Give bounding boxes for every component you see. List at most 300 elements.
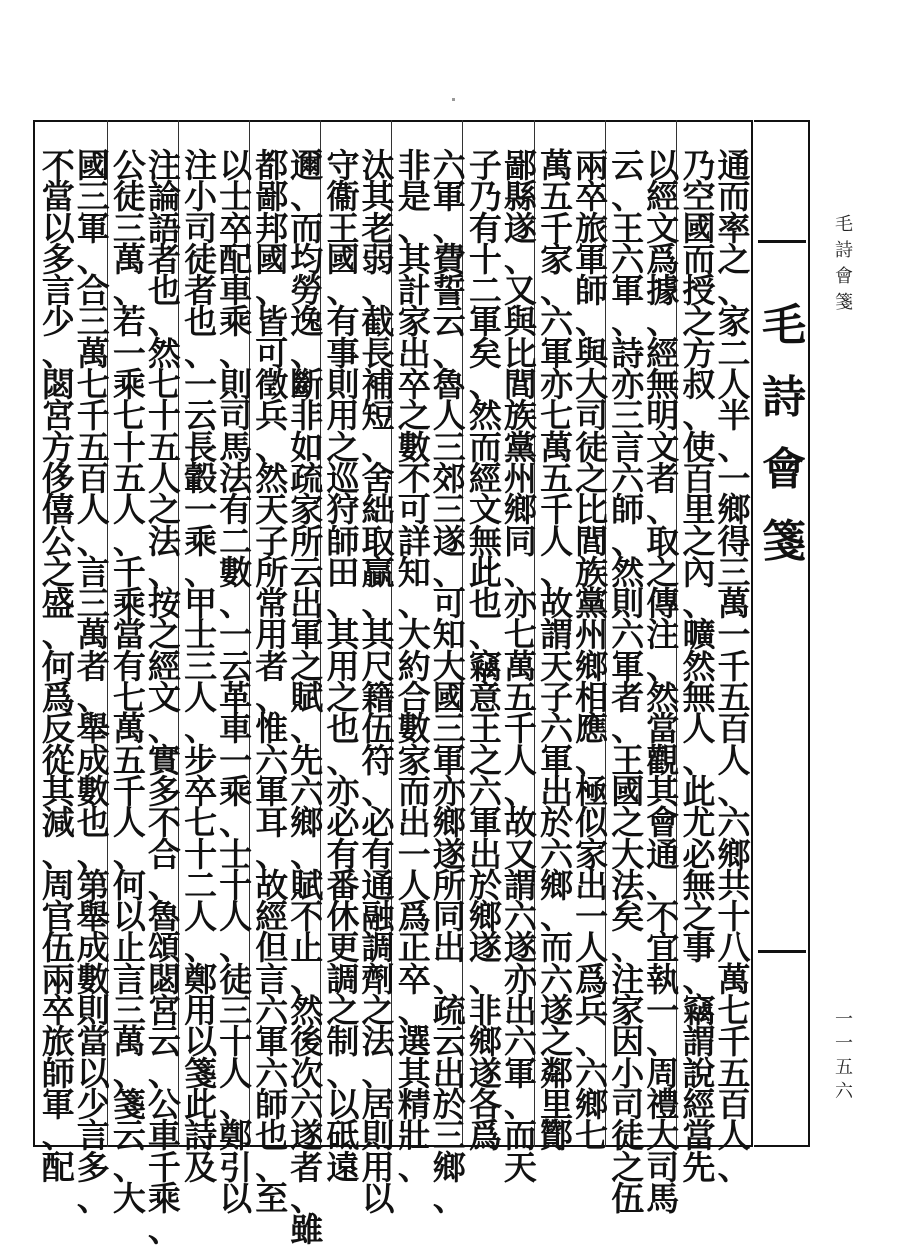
text-char: 、 [468, 365, 502, 405]
text-char: 以 [646, 146, 680, 185]
text-char: 疏 [290, 458, 324, 498]
text-char: 人 [184, 897, 218, 937]
text-char: 百 [717, 1084, 751, 1124]
text-char: 魯 [432, 365, 466, 405]
text-char: 何 [41, 646, 75, 686]
text-char: 軍 [503, 1053, 537, 1093]
text-char: 謂 [540, 615, 574, 655]
text-char: 方 [682, 333, 716, 373]
text-char: 軍 [290, 615, 324, 655]
text-char: 箋 [112, 1084, 146, 1124]
text-char: 云 [112, 1116, 146, 1156]
text-char: 士 [219, 834, 253, 874]
text-char: 軍 [41, 1084, 75, 1124]
text-char: 語 [147, 208, 181, 248]
text-char: 出 [503, 991, 537, 1031]
text-char: 雖 [290, 1210, 324, 1249]
page-number [832, 1008, 856, 1104]
text-char: 而 [397, 771, 431, 811]
text-char: 二 [184, 865, 218, 905]
text-char: 此 [184, 1084, 218, 1124]
text-char: 步 [184, 740, 218, 780]
text-char: 計 [397, 271, 431, 311]
text-char: 、 [682, 396, 716, 436]
text-char: 經 [646, 333, 680, 373]
text-char: 次 [290, 1053, 324, 1093]
text-char: 七 [112, 396, 146, 436]
text-char: 弱 [361, 239, 395, 279]
text-char: 頌 [147, 928, 181, 968]
text-column [432, 146, 466, 1218]
text-char: 萬 [112, 239, 146, 279]
text-char: 、 [147, 865, 181, 905]
text-char: 有 [219, 490, 253, 530]
text-char: 五 [503, 678, 537, 718]
text-char: 遠 [326, 1147, 360, 1187]
text-char: 、 [361, 271, 395, 311]
text-char: 司 [575, 396, 609, 436]
text-char: 州 [503, 458, 537, 498]
text-char: 箋 [184, 1053, 218, 1093]
text-char: 而 [682, 239, 716, 279]
text-char: 子 [468, 146, 502, 185]
text-char: 大 [611, 834, 645, 874]
text-char: 者 [76, 646, 110, 686]
text-char: 亦 [611, 365, 645, 405]
text-char: 人 [397, 865, 431, 905]
text-char: 竊 [682, 991, 716, 1031]
text-char: 七 [717, 991, 751, 1031]
text-char: 乃 [682, 146, 716, 185]
scan-speck [452, 98, 455, 101]
text-char: 萬 [76, 333, 110, 373]
text-char: 師 [255, 1084, 289, 1124]
text-char: 、 [682, 740, 716, 780]
text-char: 伍 [611, 1178, 645, 1218]
text-char: 遂 [503, 928, 537, 968]
text-char: 伍 [361, 709, 395, 749]
text-char: 亦 [503, 959, 537, 999]
text-column [540, 146, 574, 1156]
text-char: 出 [290, 584, 324, 624]
text-char: 子 [255, 521, 289, 561]
text-char: 卒 [397, 365, 431, 405]
text-char: 云 [184, 396, 218, 436]
text-char: 費 [432, 239, 466, 279]
text-char: 黨 [575, 584, 609, 624]
text-char: 千 [717, 1022, 751, 1062]
text-char: 萬 [717, 959, 751, 999]
text-char: 萬 [112, 709, 146, 749]
text-char: 家 [397, 302, 431, 342]
text-char: 休 [326, 897, 360, 937]
text-char: 七 [503, 615, 537, 655]
text-column [575, 146, 609, 1156]
text-char: 六 [540, 302, 574, 342]
text-char: 二 [717, 333, 751, 373]
text-char: 酇 [540, 1116, 574, 1156]
text-char: 郊 [432, 458, 466, 498]
page-number-char: 五 [835, 1057, 853, 1078]
text-char: 云 [147, 1022, 181, 1062]
text-char: 人 [147, 458, 181, 498]
text-char: 五 [112, 458, 146, 498]
text-char: 萬 [112, 1022, 146, 1062]
text-char: 盛 [41, 584, 75, 624]
text-char: 授 [682, 271, 716, 311]
text-char: 邦 [255, 208, 289, 248]
text-char: 、 [646, 1022, 680, 1062]
text-char: 十 [219, 1022, 253, 1062]
text-char: 、 [611, 928, 645, 968]
text-char: 約 [397, 646, 431, 686]
text-char: 宮 [41, 396, 75, 436]
text-char: 士 [219, 177, 253, 217]
text-char: 鄉 [717, 834, 751, 874]
text-char: 從 [41, 740, 75, 780]
text-char: 六 [255, 991, 289, 1031]
text-char: 出 [432, 928, 466, 968]
text-char: 千 [147, 1147, 181, 1187]
text-char: 徒 [219, 959, 253, 999]
text-char: 閟 [41, 365, 75, 405]
text-char: 小 [184, 177, 218, 217]
text-char: 五 [147, 427, 181, 467]
text-char: 家 [290, 490, 324, 530]
banxin-title-char: 毛 [762, 300, 806, 351]
text-char: 一 [575, 897, 609, 937]
text-char: 成 [76, 740, 110, 780]
text-char: 於 [468, 865, 502, 905]
text-char: 、 [41, 333, 75, 373]
text-char: 然 [255, 458, 289, 498]
text-char: 數 [397, 709, 431, 749]
text-column [326, 146, 360, 1187]
text-char: 也 [184, 302, 218, 342]
text-char: 比 [575, 490, 609, 530]
text-char: 三 [76, 584, 110, 624]
text-char: 、 [76, 239, 110, 279]
text-char: 注 [611, 959, 645, 999]
text-char: 宜 [646, 928, 680, 968]
text-column [468, 146, 502, 1156]
text-char: 成 [76, 928, 110, 968]
text-char: 、 [397, 208, 431, 248]
text-char: 五 [717, 1053, 751, 1093]
text-char: 之 [611, 803, 645, 843]
text-char: 會 [646, 803, 680, 843]
text-char: 七 [540, 396, 574, 436]
text-char: 周 [646, 1053, 680, 1093]
text-char: 同 [503, 521, 537, 561]
text-char: 、 [540, 552, 574, 592]
text-char: 此 [468, 552, 502, 592]
margin-title-char: 詩 [835, 240, 853, 261]
text-char: 、 [290, 333, 324, 373]
text-char: 以 [219, 146, 253, 185]
text-char: 然 [611, 552, 645, 592]
text-char: 第 [76, 865, 110, 905]
text-char: 六 [290, 1084, 324, 1124]
text-char: 也 [255, 1116, 289, 1156]
text-char: 國 [326, 239, 360, 279]
text-char: 疏 [432, 991, 466, 1031]
text-char: 用 [361, 1147, 395, 1187]
text-char: 、 [184, 709, 218, 749]
text-char: 不 [290, 897, 324, 937]
text-char: 法 [361, 1022, 395, 1062]
text-char: 、 [397, 584, 431, 624]
text-char: 千 [76, 396, 110, 436]
text-char: 車 [147, 1116, 181, 1156]
text-char: 精 [397, 1084, 431, 1124]
text-char: 所 [432, 865, 466, 905]
text-char: 一 [397, 834, 431, 874]
text-char: 人 [682, 709, 716, 749]
text-char: 爲 [468, 1116, 502, 1156]
text-char: 及 [184, 1147, 218, 1187]
text-char: 大 [432, 646, 466, 686]
text-char: 其 [646, 771, 680, 811]
text-char: 鄭 [184, 959, 218, 999]
banxin-bottom-rule [754, 1145, 810, 1147]
text-char: 執 [646, 959, 680, 999]
text-char: 旅 [41, 1022, 75, 1062]
text-char: 閟 [147, 959, 181, 999]
text-char: 多 [76, 1147, 110, 1187]
text-char: 卒 [397, 959, 431, 999]
text-char: 七 [112, 678, 146, 718]
text-char: 謂 [682, 1022, 716, 1062]
text-char: 鄉 [575, 646, 609, 686]
text-char: 、 [112, 521, 146, 561]
text-char: 更 [326, 928, 360, 968]
text-char: 則 [219, 365, 253, 405]
text-char: 其 [397, 1053, 431, 1093]
text-char: 出 [397, 333, 431, 373]
text-char: 賦 [290, 678, 324, 718]
text-char: 、 [290, 709, 324, 749]
text-char: 、 [219, 584, 253, 624]
text-char: 人 [717, 365, 751, 405]
text-char: 但 [255, 928, 289, 968]
text-char: 、 [611, 521, 645, 561]
text-char: 六 [540, 709, 574, 749]
text-char: 鄰 [540, 1053, 574, 1093]
margin-title-char: 會 [835, 266, 853, 287]
text-char: 遂 [468, 1053, 502, 1093]
text-char: 八 [717, 928, 751, 968]
text-char: 一 [717, 615, 751, 655]
text-char: 亦 [503, 584, 537, 624]
text-char: 國 [76, 146, 110, 185]
text-char: 六 [611, 239, 645, 279]
text-char: 三 [432, 1116, 466, 1156]
text-char: 言 [112, 959, 146, 999]
text-char: 言 [41, 271, 75, 311]
text-char: 當 [76, 1022, 110, 1062]
text-char: 軍 [432, 177, 466, 217]
text-char: 軍 [575, 239, 609, 279]
text-char: 、 [219, 803, 253, 843]
text-char: 長 [361, 333, 395, 373]
text-char: 六 [503, 1022, 537, 1062]
text-char: 黨 [503, 427, 537, 467]
text-char: 出 [468, 834, 502, 874]
text-char: 所 [290, 521, 324, 561]
text-char: 說 [682, 1053, 716, 1093]
text-char: 數 [219, 552, 253, 592]
text-char: 文 [147, 678, 181, 718]
text-char: 者 [611, 678, 645, 718]
text-char: 無 [682, 865, 716, 905]
text-char: 徒 [575, 427, 609, 467]
text-char: 馬 [646, 1178, 680, 1218]
text-char: 以 [184, 1022, 218, 1062]
text-char: 取 [646, 521, 680, 561]
text-char: 誓 [432, 271, 466, 311]
text-char: 與 [575, 333, 609, 373]
text-char: 邇 [290, 146, 324, 185]
text-char: 勞 [290, 271, 324, 311]
text-char: 用 [255, 615, 289, 655]
text-char: 大 [575, 365, 609, 405]
text-char: 則 [611, 584, 645, 624]
text-char: 又 [503, 834, 537, 874]
text-char: 有 [326, 302, 360, 342]
text-char: 與 [503, 302, 537, 342]
text-char: 之 [361, 991, 395, 1031]
text-char: 傳 [646, 584, 680, 624]
text-char: 十 [468, 239, 502, 279]
text-char: 因 [611, 1022, 645, 1062]
text-char: 可 [432, 584, 466, 624]
text-char: 徒 [611, 1116, 645, 1156]
text-char: 國 [255, 239, 289, 279]
text-char: 則 [326, 365, 360, 405]
text-char: 則 [361, 1116, 395, 1156]
text-char: 又 [503, 271, 537, 311]
text-char: 萬 [76, 615, 110, 655]
text-char: 狩 [326, 490, 360, 530]
text-char: 引 [219, 1147, 253, 1187]
text-char: 公 [41, 521, 75, 561]
text-char: 萬 [503, 646, 537, 686]
text-char: 應 [575, 709, 609, 749]
text-char: 一 [184, 490, 218, 530]
text-char: 先 [682, 1147, 716, 1187]
text-char: 、 [361, 771, 395, 811]
text-char: 、 [112, 834, 146, 874]
text-char: 其 [361, 615, 395, 655]
text-char: 軍 [540, 740, 574, 780]
text-char: 十 [184, 834, 218, 874]
text-char: 賦 [290, 865, 324, 905]
text-char: 也 [147, 271, 181, 311]
text-column [397, 146, 431, 1187]
text-char: 有 [326, 834, 360, 874]
text-char: 籍 [361, 678, 395, 718]
text-char: 縣 [503, 177, 537, 217]
text-char: 守 [326, 146, 360, 185]
text-char: 而 [468, 427, 502, 467]
text-char: 也 [76, 803, 110, 843]
text-char: 先 [290, 740, 324, 780]
text-char: 卒 [41, 991, 75, 1031]
text-char: 然 [682, 646, 716, 686]
text-char: 萬 [540, 427, 574, 467]
text-char: 、 [147, 709, 181, 749]
text-char: 少 [41, 302, 75, 342]
text-char: 、 [290, 959, 324, 999]
text-char: 都 [255, 146, 289, 185]
text-char: 爲 [646, 239, 680, 279]
text-char: 師 [326, 521, 360, 561]
text-char: 者 [184, 271, 218, 311]
text-char: 之 [147, 490, 181, 530]
text-char: 遂 [432, 521, 466, 561]
text-char: 法 [611, 865, 645, 905]
text-char: 人 [112, 803, 146, 843]
text-char: 云 [219, 646, 253, 686]
text-char: 亦 [540, 365, 574, 405]
text-char: 知 [432, 615, 466, 655]
text-char: 、 [255, 834, 289, 874]
text-char: 極 [575, 771, 609, 811]
text-char: 非 [397, 146, 431, 185]
text-char: 可 [255, 333, 289, 373]
text-char: 、 [540, 897, 574, 937]
text-char: 言 [76, 552, 110, 592]
text-char: 之 [290, 646, 324, 686]
text-char: 、 [468, 959, 502, 999]
text-column [41, 146, 75, 1187]
text-char: 、 [255, 1147, 289, 1187]
text-char: 卒 [184, 771, 218, 811]
text-char: 、 [147, 302, 181, 342]
text-char: 叔 [682, 365, 716, 405]
text-char: 車 [219, 709, 253, 749]
text-column [147, 146, 181, 1249]
text-char: 合 [76, 271, 110, 311]
text-char: 減 [41, 803, 75, 843]
text-char: 意 [468, 678, 502, 718]
text-char: 三 [76, 302, 110, 342]
text-char: 之 [326, 991, 360, 1031]
text-char: 閭 [575, 521, 609, 561]
text-char: 七 [184, 803, 218, 843]
text-char: 司 [184, 208, 218, 248]
page-number-char: 一 [835, 1033, 853, 1054]
text-char: 五 [112, 740, 146, 780]
text-char: 符 [361, 740, 395, 780]
text-char: 半 [717, 396, 751, 436]
text-char: 各 [468, 1084, 502, 1124]
text-char: 人 [717, 1116, 751, 1156]
text-column [646, 146, 680, 1218]
margin-title-char: 箋 [835, 292, 853, 313]
text-char: 軍 [432, 740, 466, 780]
text-char: 、 [503, 1084, 537, 1124]
text-char: 人 [76, 490, 110, 530]
text-char: 王 [326, 208, 360, 248]
text-char: 詩 [611, 333, 645, 373]
text-char: 詳 [397, 521, 431, 561]
text-char: 按 [147, 584, 181, 624]
text-char: 鄙 [255, 177, 289, 217]
text-char: 不 [646, 897, 680, 937]
text-char: 多 [41, 239, 75, 279]
